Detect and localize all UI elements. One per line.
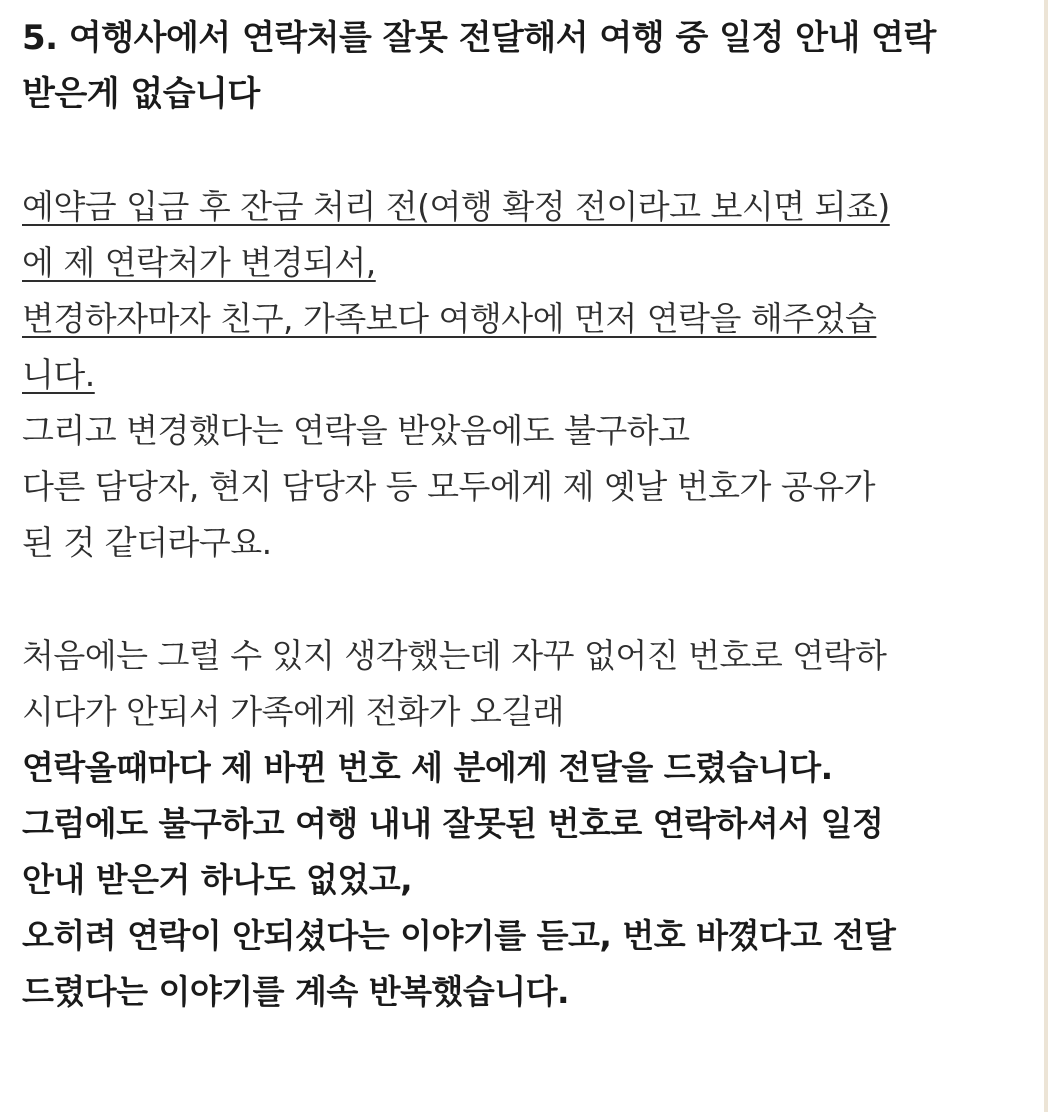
spacer [22, 122, 1022, 179]
post-content [22, 0, 1022, 1020]
underlined-line [22, 291, 1022, 347]
text-line: 된 것 같더라구요. [22, 523, 272, 562]
section-heading-line-2: 받은게 없습니다 [22, 74, 260, 114]
text-line: 다른 담당자, 현지 담당자 등 모두에게 제 옛날 번호가 공유가 [22, 467, 875, 506]
section-heading-line-1: 5. 여행사에서 연락처를 잘못 전달해서 여행 중 일정 안내 연락 [22, 18, 936, 58]
underlined-text: 에 제 연락처가 변경되서, [22, 243, 376, 282]
text-line: 시다가 안되서 가족에게 전화가 오길래 [22, 692, 565, 731]
underlined-line [22, 235, 1022, 291]
underlined-line [22, 179, 1022, 235]
paragraph-2 [22, 628, 1022, 1020]
underlined-line [22, 347, 1022, 403]
spacer [22, 571, 1022, 628]
bold-text-line: 오히려 연락이 안되셨다는 이야기를 듣고, 번호 바꼈다고 전달 [22, 916, 896, 955]
underlined-text: 니다. [22, 355, 95, 394]
text-line: 처음에는 그럴 수 있지 생각했는데 자꾸 없어진 번호로 연락하 [22, 636, 887, 675]
underlined-text: 변경하자마자 친구, 가족보다 여행사에 먼저 연락을 해주었습 [22, 299, 877, 338]
page-edge [1044, 0, 1048, 1112]
bold-text-line: 연락올때마다 제 바뀐 번호 세 분에게 전달을 드렸습니다. [22, 748, 833, 787]
bold-text-line: 그럼에도 불구하고 여행 내내 잘못된 번호로 연락하셔서 일정 [22, 804, 884, 843]
paragraph-1 [22, 179, 1022, 571]
text-line: 그리고 변경했다는 연락을 받았음에도 불구하고 [22, 411, 690, 450]
underlined-text: 예약금 입금 후 잔금 처리 전(여행 확정 전이라고 보시면 되죠) [22, 187, 890, 226]
bold-text-line: 드렸다는 이야기를 계속 반복했습니다. [22, 972, 570, 1011]
bold-text-line: 안내 받은거 하나도 없었고, [22, 860, 413, 899]
